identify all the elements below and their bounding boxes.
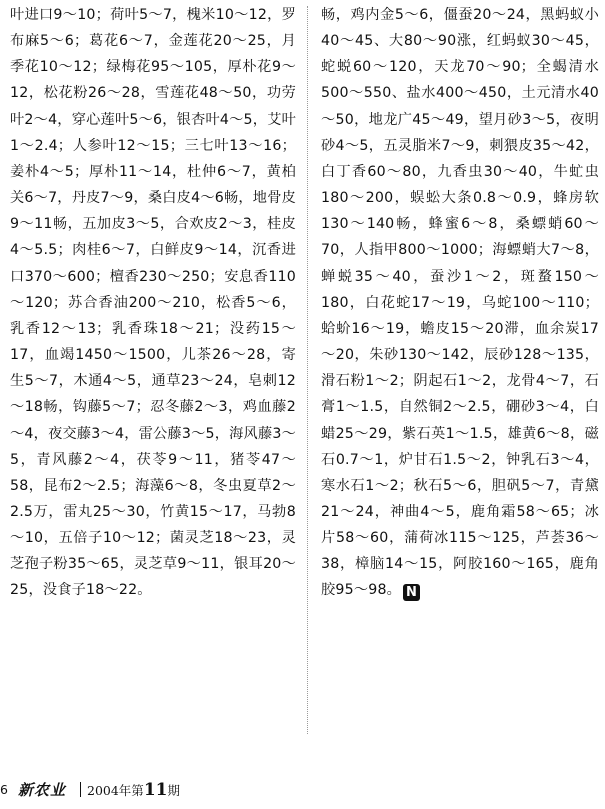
price-list-left: 叶进口9～10；荷叶5～7，槐米10～12，罗布麻5～6；葛花6～7，金莲花20～25，月季花10～12；绿梅花95～105，厚朴花9～12，松花粉26～28，雪莲花48～50，功劳叶2～4，穿心莲叶5～6，银杏叶4～5，艾叶1～2.4；人参叶12～15；三七叶13～16；姜朴4～5；厚朴11～14，杜仲6～7，黄柏关6～7，丹皮7～9，桑白皮4～6畅，地骨皮9～11畅，五加皮3～5，合欢皮2～3，桂皮4～5.5；肉桂6～7，白鲜皮9～14，沉香进口370～600；檀香230～250；安息香110～120；苏合香油200～210，松香5～6，乳香12～13；乳香珠18～21；没药15～17，血竭1450～1500，儿茶26～28，寄生5～7，木通4～5，通草23～24，皂刺12～18畅，钩藤5～7；忍冬藤2～3，鸡血藤2～4，夜交藤3～4，雷公藤3～5，海风藤3～5，青风藤2～4，茯苓9～11，猪苓47～58，昆布2～2.5；海藻6～8，冬虫夏草2～2.5万，雷丸25～30，竹黄15～17，马勃8～10，五倍子10～12；菌灵芝18～23，灵芝孢子粉35～65，灵芝草9～11，银耳20～25，没食子18～22。 xyxy=(10,7,296,599)
magazine-name: 新农业 xyxy=(18,781,67,799)
price-list-right: 畅，鸡内金5～6，僵蚕20～24，黑蚂蚁小40～45、大80～90涨，红蚂蚁30～45，蛇蜕60～120，天龙70～90；全蝎清水500～550、盐水400～450，土元清水40～50，地龙广45～49，望月砂3～5，夜明砂4～5，五灵脂米7～9，刺猥皮35～42，白丁香60～80，九香虫30～40，牛虻虫180～200，蜈蚣大条0.8～0.9，蜂房软130～140畅，蜂蜜6～8，桑螵蛸60～70，人指甲800～1000；海螵蛸大7～8，蝉蜕35～40，蚕沙1～2，斑蝥150～180，白花蛇17～19，乌蛇100～110；蛤蚧16～19，蟾皮15～20滞，血余炭17～20，朱砂130～142，辰砂128～135，滑石粉1～2；阴起石1～2，龙骨4～7，石膏1～1.5，自然铜2～2.5，硼砂3～4，白蜡25～29，紫石英1～1.5，雄黄6～8，磁石0.7～1，炉甘石1.5～2，钟乳石3～4，寒水石1～2；秋石5～6，胆矾5～7，青黛21～24，神曲4～5，鹿角霜58～65；冰片58～60，蒲荷冰115～125，芦荟36～38，樟脑14～15，阿胶160～165，鹿角胶95～98。 xyxy=(321,7,599,599)
article-column-right xyxy=(321,2,599,604)
issue-number: 11 xyxy=(143,780,168,800)
end-mark-icon: N xyxy=(403,584,420,601)
issue-suffix: 期 xyxy=(167,783,180,798)
column-divider xyxy=(307,6,308,734)
issue-label xyxy=(87,778,180,803)
page-number: 6 xyxy=(0,782,8,797)
footer-separator xyxy=(80,782,81,797)
article-column-left xyxy=(10,2,296,604)
issue-prefix: 2004年第 xyxy=(87,783,144,798)
